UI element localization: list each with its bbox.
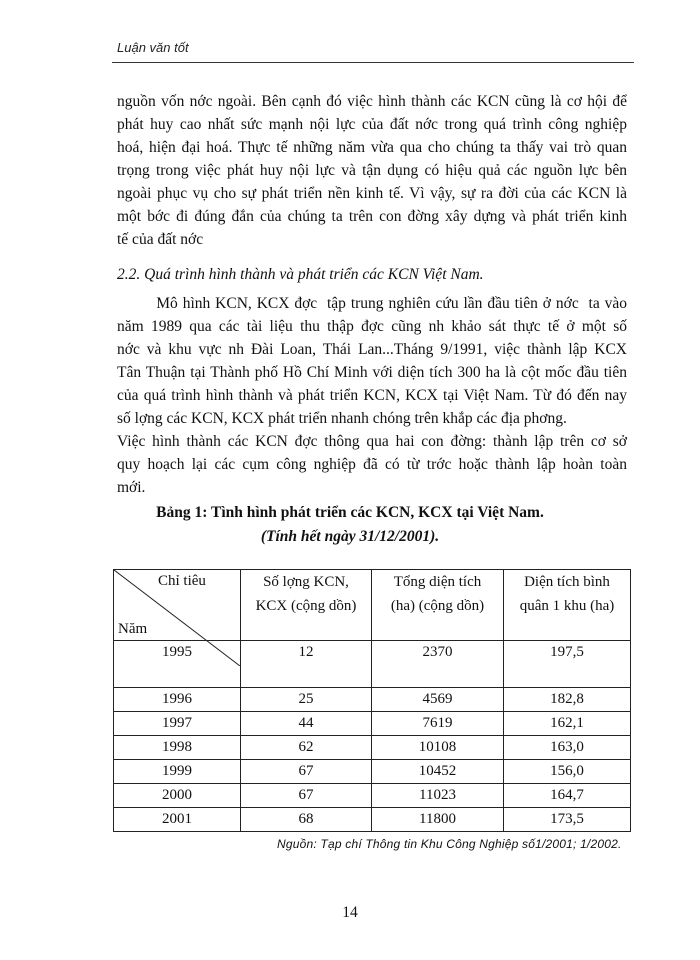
area-cell: 11023 [372,784,504,808]
year-cell: 1998 [114,736,241,760]
kcn-table [113,569,631,832]
corner-label-bottom: Năm [118,621,148,637]
area-cell: 10452 [372,760,504,784]
column-header [504,570,631,641]
text-line: trọng trong việc phát huy nội lực và tận dụng có hiệu quả các nguồn lực bên [117,162,627,179]
running-header: Luận văn tốt [117,40,189,55]
text-line: hoá, hiện đại hoá. Thực tế những năm vừa qua cho chúng ta thấy vai trò quan [117,139,627,156]
avg-cell: 182,8 [504,688,631,712]
count-cell: 12 [241,641,372,688]
header-line: (ha) (cộng dồn) [390,598,485,614]
area-cell: 10108 [372,736,504,760]
avg-cell: 197,5 [504,641,631,688]
text-line: tế của đất nớc [117,231,204,248]
area-cell: 4569 [372,688,504,712]
text-line: Việc hình thành các KCN đợc thông qua hai con đờng: thành lập trên cơ sở [117,433,627,450]
year-cell: 2001 [114,808,241,832]
table-row [114,784,631,808]
text-line: Mô hình KCN, KCX đợc tập trung nghiên cứu lần đầu tiên ở nớc ta vào [117,295,627,312]
table-source-note: Nguồn: Tạp chí Thông tin Khu Công Nghiệp số1/2001; 1/2002. [277,837,622,851]
count-cell: 44 [241,712,372,736]
text-line: của quá trình hình thành và phát triển KCN, KCX tại Việt Nam. Từ đó đến nay [117,387,627,404]
column-header [372,570,504,641]
table-row [114,808,631,832]
count-cell: 67 [241,784,372,808]
avg-cell: 173,5 [504,808,631,832]
header-line: KCX (cộng dồn) [255,598,357,614]
year-cell: 2000 [114,784,241,808]
text-line: mới. [117,479,146,496]
header-divider [112,62,634,63]
column-header [241,570,372,641]
count-cell: 67 [241,760,372,784]
table-row [114,760,631,784]
table-row [114,688,631,712]
year-cell: 1997 [114,712,241,736]
text-line: quy hoạch lại các cụm công nghiệp đã có từ trớc hoặc thành lập hoàn toàn [117,456,627,473]
text-line: ngoài phục vụ cho sự phát triển nền kinh tế. Vì vậy, sự ra đời của các KCN là [117,185,627,202]
avg-cell: 163,0 [504,736,631,760]
area-cell: 7619 [372,712,504,736]
avg-cell: 164,7 [504,784,631,808]
count-cell: 68 [241,808,372,832]
year-cell: 1999 [114,760,241,784]
table-title: Bảng 1: Tình hình phát triển các KCN, KCX tại Việt Nam. [156,504,544,521]
year-cell: 1995 [114,641,241,688]
text-line: nớc và khu vực nh Đài Loan, Thái Lan...Tháng 9/1991, việc thành lập KCX [117,341,627,358]
count-cell: 25 [241,688,372,712]
header-line: quân 1 khu (ha) [519,598,615,614]
section-heading: 2.2. Quá trình hình thành và phát triển các KCN Việt Nam. [117,266,484,283]
header-line: Tổng diện tích [393,574,482,590]
header-line: Số lợng KCN, [263,574,349,590]
section-paragraph [117,292,627,499]
table-row [114,712,631,736]
text-line: nguồn vốn nớc ngoài. Bên cạnh đó việc hình thành các KCN cũng là cơ hội để [117,93,627,110]
count-cell: 62 [241,736,372,760]
text-line: số lợng các KCN, KCX phát triển nhanh chóng trên khắp các địa phơng. [117,410,567,427]
text-line: một bớc đi đúng đắn của chúng ta trên con đờng xây dựng và phát triển kinh [117,208,627,225]
table-subtitle: (Tính hết ngày 31/12/2001). [260,528,440,545]
intro-paragraph [117,90,627,251]
table-row [114,736,631,760]
area-cell: 2370 [372,641,504,688]
page-number: 14 [342,904,358,921]
header-line: Diện tích bình [524,574,610,590]
text-line: năm 1989 qua các tài liệu thu thập đợc cũng nh khảo sát thực tế ở một số [117,318,627,335]
year-cell: 1996 [114,688,241,712]
avg-cell: 156,0 [504,760,631,784]
table-header-row [114,570,631,641]
avg-cell: 162,1 [504,712,631,736]
text-line: phát huy cao nhất sức mạnh nội lực của đất nớc trong quá trình công nghiệp [117,116,627,133]
text-line: Tân Thuận tại Thành phố Hồ Chí Minh với diện tích 300 ha là cột mốc đầu tiên [117,364,627,381]
corner-label-top: Chỉ tiêu [158,573,206,589]
area-cell: 11800 [372,808,504,832]
corner-cell [114,570,241,641]
